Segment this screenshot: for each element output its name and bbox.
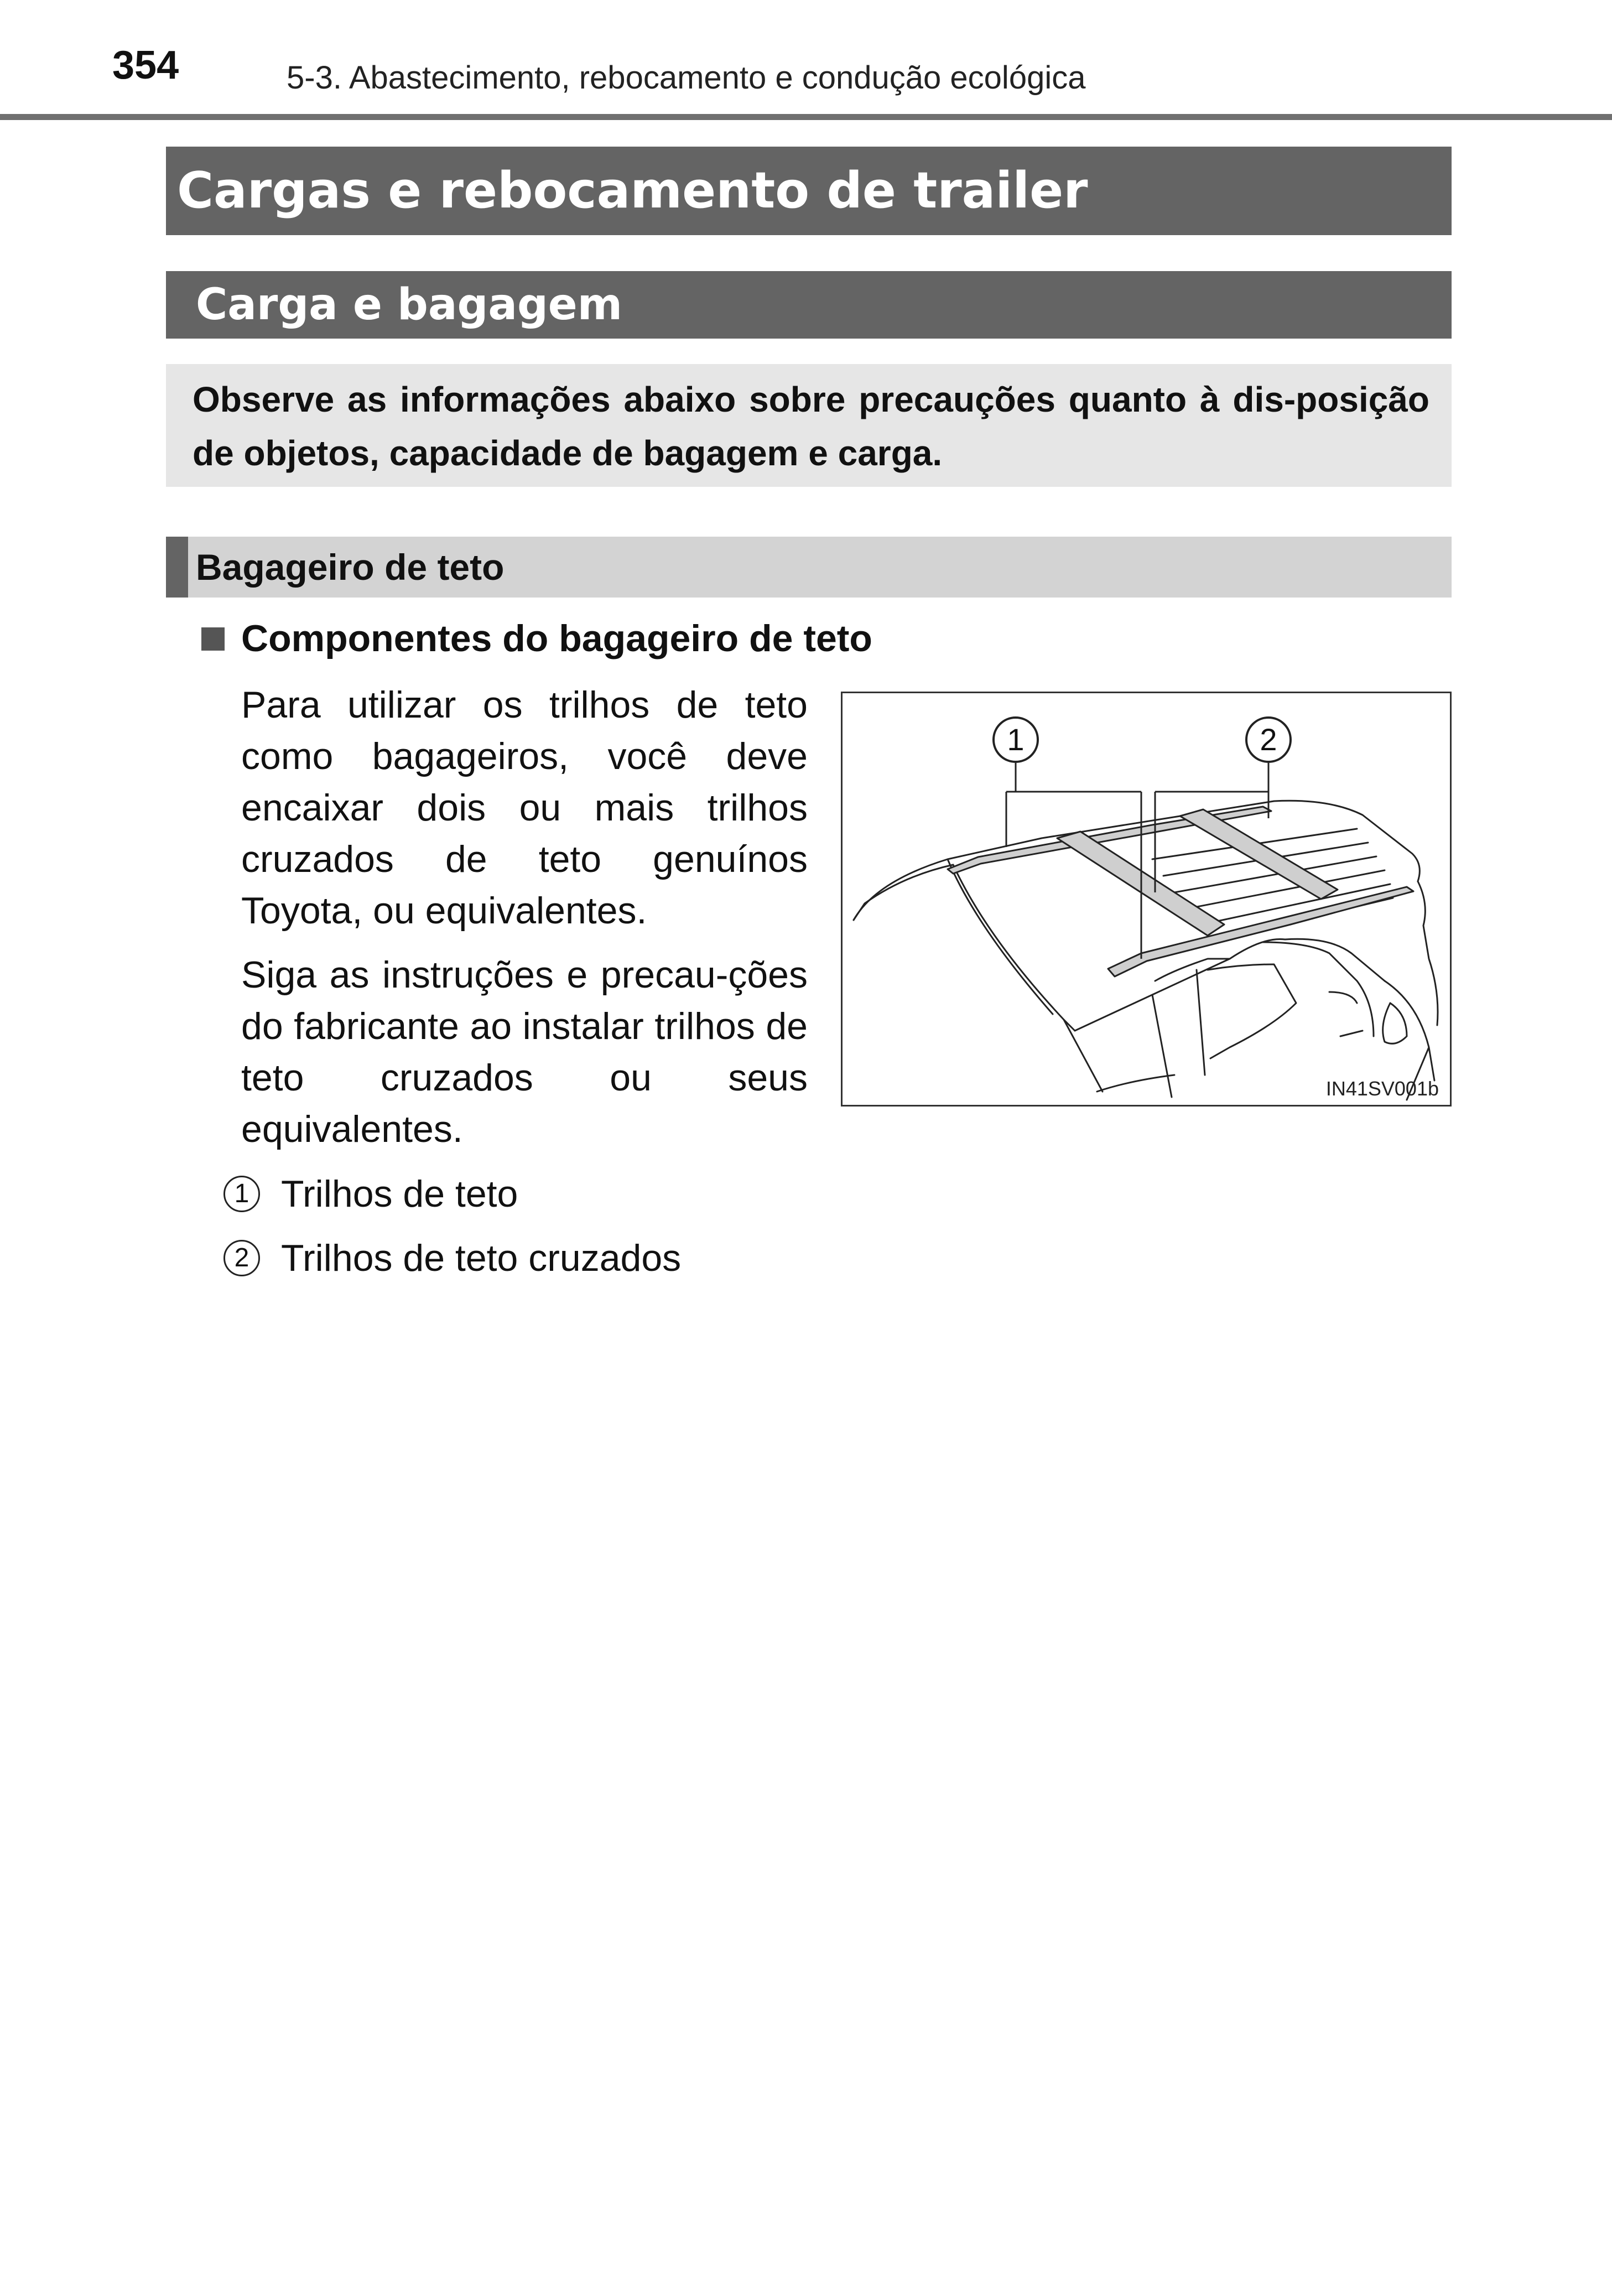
intro-box (166, 364, 1452, 487)
legend-number-circle: 1 (223, 1176, 260, 1212)
figure-code: IN41SV001b (1325, 1077, 1439, 1100)
page-title: Cargas e rebocamento de trailer (166, 147, 1452, 235)
legend-label: Trilhos de teto (281, 1173, 518, 1215)
body-paragraph: Para utilizar os trilhos de teto como bagageiros, você deve encaixar dois ou mais trilhos cruzados de teto genuínos Toyota, ou equivalentes. (241, 684, 808, 932)
subsection-title: Componentes do bagageiro de teto (241, 617, 872, 659)
roof-rack-illustration (841, 692, 1452, 1107)
legend-number-circle: 2 (223, 1240, 260, 1276)
square-bullet-icon (201, 627, 225, 651)
legend-item (223, 1235, 681, 1281)
page-number: 354 (112, 43, 179, 87)
section-label: Bagageiro de teto (196, 547, 505, 588)
body-paragraph: Siga as instruções e precau-ções do fabricante ao instalar trilhos de teto cruzados ou seus equivalentes. (241, 954, 808, 1150)
intro-text: Observe as informações abaixo sobre precauções quanto à dis-posição de objetos, capacidade de bagagem e carga. (193, 380, 1429, 473)
section-path: 5-3. Abastecimento, rebocamento e condução ecológica (287, 60, 1086, 96)
header-divider (0, 114, 1612, 120)
chapter-title: Carga e bagagem (166, 271, 1452, 339)
section-header (166, 537, 1452, 598)
legend-label: Trilhos de teto cruzados (281, 1237, 682, 1279)
car-roof-drawing (843, 693, 1453, 1108)
callout-number-2: 2 (1245, 716, 1292, 763)
legend-item (223, 1171, 518, 1217)
callout-number-1: 1 (992, 716, 1039, 763)
